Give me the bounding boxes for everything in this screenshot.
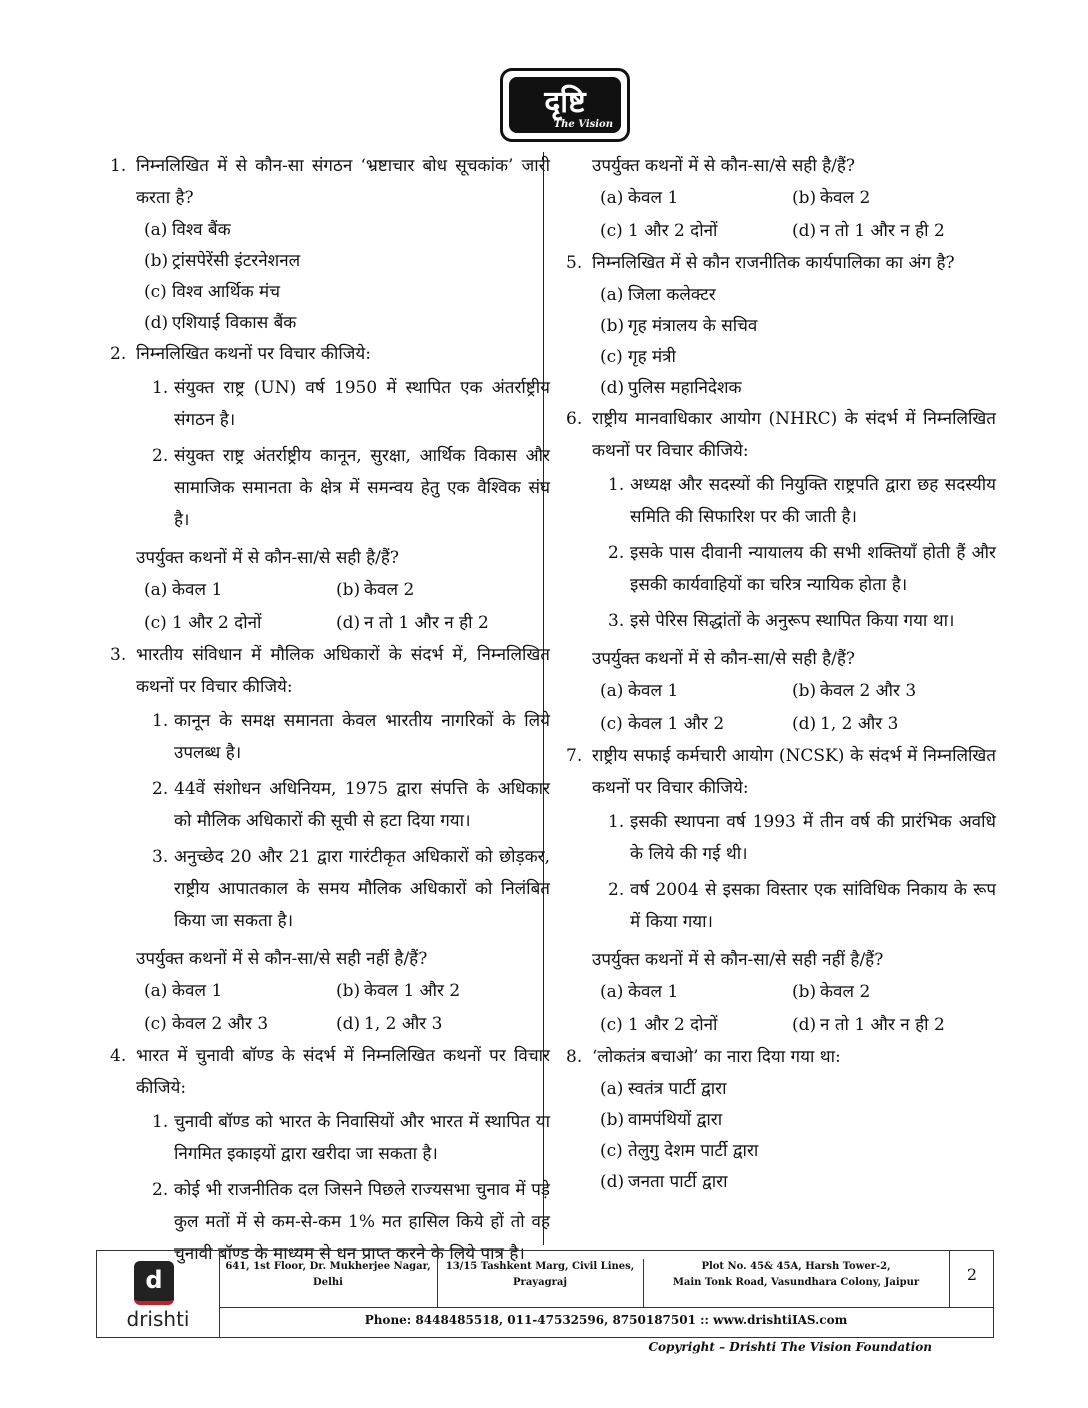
question-8 xyxy=(566,1041,996,1197)
option-b: (b) वामपंथियों द्वारा xyxy=(600,1109,723,1130)
contact-phone: Phone: 8448485518, 011-47532596, 8750187501 :: www.drishtiIAS.com xyxy=(364,1313,848,1327)
option-a: (a) केवल 1 xyxy=(144,580,223,600)
question-5 xyxy=(566,247,996,403)
option-c: (c) तेलुगु देशम पार्टी द्वारा xyxy=(600,1140,759,1161)
address-jaipur: Plot No. 45& 45A, Harsh Tower-2, Main Tonk Road, Vasundhara Colony, Jaipur xyxy=(672,1261,920,1288)
option-a: (a) केवल 1 xyxy=(600,188,679,208)
footer-logo xyxy=(97,1251,220,1337)
right-column xyxy=(566,150,996,1197)
question-2 xyxy=(110,338,550,639)
question-number: 5. xyxy=(566,253,583,273)
question-ask: उपर्युक्त कथनों में से कौन-सा/से सही है/हैं? xyxy=(592,649,856,669)
question-stem: ‘लोकतंत्र बचाओ’ का नारा दिया गया था: xyxy=(592,1047,841,1067)
statement-3: 3. इसे पेरिस सिद्धांतों के अनुरूप स्थापित किया गया था। xyxy=(608,611,955,631)
address-delhi: 641, 1st Floor, Dr. Mukherjee Nagar, Delhi xyxy=(219,1259,438,1307)
statement-2: 2. इसके पास दीवानी न्यायालय की सभी शक्तियाँ होती हैं और इसकी कार्यवाहियों का चरित्र न्यायिक होता है। xyxy=(608,543,996,595)
address-prayagraj: 13/15 Tashkent Marg, Civil Lines, Prayagraj xyxy=(437,1259,644,1307)
option-a: (a) केवल 1 xyxy=(600,681,679,701)
statement-2: 2. कोई भी राजनीतिक दल जिसने पिछले राज्यसभा चुनाव में पड़े कुल मतों में से कम-से-कम 1% मत हासिल किये हों तो वह चुनावी बॉण्ड के माध्यम से धन प्राप्त करने के लिये पात्र है। xyxy=(152,1180,550,1264)
option-a: (a) विश्व बैंक xyxy=(144,219,231,240)
question-1 xyxy=(110,150,550,338)
copyright-text: Copyright – Drishti The Vision Foundation xyxy=(648,1340,932,1354)
question-number: 3. xyxy=(110,645,127,665)
option-d: (d) न तो 1 और न ही 2 xyxy=(336,613,489,633)
drishti-d-icon: d xyxy=(134,1261,174,1305)
drishti-wordmark: drishti xyxy=(126,1307,190,1331)
question-number: 2. xyxy=(110,344,127,364)
logo-subtitle: The Vision xyxy=(553,119,613,130)
question-6 xyxy=(566,403,996,740)
option-a: (a) जिला कलेक्टर xyxy=(600,284,716,305)
statement-2: 2. 44वें संशोधन अधिनियम, 1975 द्वारा संपत्ति के अधिकार को मौलिक अधिकारों की सूची से हटा दिया गया। xyxy=(152,779,550,831)
statement-1: 1. कानून के समक्ष समानता केवल भारतीय नागरिकों के लिये उपलब्ध है। xyxy=(152,711,550,763)
option-c: (c) केवल 1 और 2 xyxy=(600,714,725,734)
option-d: (d) 1, 2 और 3 xyxy=(336,1014,443,1034)
option-d: (d) न तो 1 और न ही 2 xyxy=(792,1015,945,1035)
question-stem: निम्नलिखित में से कौन राजनीतिक कार्यपालिका का अंग है? xyxy=(592,253,955,273)
question-ask: उपर्युक्त कथनों में से कौन-सा/से सही है/हैं? xyxy=(136,548,400,568)
option-b: (b) केवल 2 xyxy=(792,982,871,1002)
option-d: (d) एशियाई विकास बैंक xyxy=(144,312,297,333)
statement-1: 1. इसकी स्थापना वर्ष 1993 में तीन वर्ष की प्रारंभिक अवधि के लिये की गई थी। xyxy=(608,812,996,864)
option-c: (c) 1 और 2 दोनों xyxy=(144,613,262,633)
statement-2: 2. संयुक्त राष्ट्र अंतर्राष्ट्रीय कानून, सुरक्षा, आर्थिक विकास और सामाजिक समानता के क्षेत्र में समन्वय हेतु एक वैश्विक संघ है। xyxy=(152,446,550,530)
option-a: (a) केवल 1 xyxy=(600,982,679,1002)
option-d: (d) पुलिस महानिदेशक xyxy=(600,377,742,398)
question-ask: उपर्युक्त कथनों में से कौन-सा/से सही नहीं है/हैं? xyxy=(592,950,884,970)
option-d: (d) 1, 2 और 3 xyxy=(792,714,899,734)
option-c: (c) 1 और 2 दोनों xyxy=(600,1015,718,1035)
option-d: (d) जनता पार्टी द्वारा xyxy=(600,1171,728,1192)
question-ask: उपर्युक्त कथनों में से कौन-सा/से सही है/हैं? xyxy=(592,156,856,176)
option-b: (b) गृह मंत्रालय के सचिव xyxy=(600,315,758,336)
question-number: 6. xyxy=(566,409,583,429)
page-number: 2 xyxy=(966,1265,978,1284)
statement-1: 1. संयुक्त राष्ट्र (UN) वर्ष 1950 में स्थापित एक अंतर्राष्ट्रीय संगठन है। xyxy=(152,378,550,430)
question-number: 7. xyxy=(566,746,583,766)
question-number: 4. xyxy=(110,1046,127,1066)
question-stem: भारत में चुनावी बॉण्ड के संदर्भ में निम्नलिखित कथनों पर विचार कीजिये: xyxy=(136,1046,550,1098)
footer-divider xyxy=(219,1307,993,1308)
statement-1: 1. अध्यक्ष और सदस्यों की नियुक्ति राष्ट्रपति द्वारा छह सदस्यीय समिति की सिफारिश पर की जाती है। xyxy=(608,475,996,527)
question-stem: निम्नलिखित में से कौन-सा संगठन ‘भ्रष्टाचार बोध सूचकांक’ जारी करता है? xyxy=(136,156,550,208)
option-c: (c) 1 और 2 दोनों xyxy=(600,221,718,241)
option-b: (b) केवल 2 और 3 xyxy=(792,681,917,701)
statement-2: 2. वर्ष 2004 से इसका विस्तार एक सांविधिक निकाय के रूप में किया गया। xyxy=(608,880,996,932)
question-stem: राष्ट्रीय सफाई कर्मचारी आयोग (NCSK) के संदर्भ में निम्नलिखित कथनों पर विचार कीजिये: xyxy=(592,746,996,798)
option-b: (b) केवल 1 और 2 xyxy=(336,981,461,1001)
footer xyxy=(96,1250,994,1338)
option-b: (b) ट्रांसपेरेंसी इंटरनेशनल xyxy=(144,250,301,271)
option-b: (b) केवल 2 xyxy=(336,580,415,600)
question-stem: राष्ट्रीय मानवाधिकार आयोग (NHRC) के संदर्भ में निम्नलिखित कथनों पर विचार कीजिये: xyxy=(592,409,996,461)
page-number-cell xyxy=(949,1251,994,1307)
option-a: (a) केवल 1 xyxy=(144,981,223,1001)
option-b: (b) केवल 2 xyxy=(792,188,871,208)
logo-text: दृष्टि xyxy=(544,85,586,120)
left-column xyxy=(110,150,550,1274)
option-c: (c) केवल 2 और 3 xyxy=(144,1014,269,1034)
question-stem: भारतीय संविधान में मौलिक अधिकारों के संदर्भ में, निम्नलिखित कथनों पर विचार कीजिये: xyxy=(136,645,550,697)
question-ask: उपर्युक्त कथनों में से कौन-सा/से सही नहीं है/हैं? xyxy=(136,949,428,969)
question-stem: निम्नलिखित कथनों पर विचार कीजिये: xyxy=(136,344,371,364)
option-c: (c) गृह मंत्री xyxy=(600,346,676,367)
question-4-continued xyxy=(566,150,996,247)
question-number: 8. xyxy=(566,1047,583,1067)
question-number: 1. xyxy=(110,156,127,176)
option-d: (d) न तो 1 और न ही 2 xyxy=(792,221,945,241)
question-4 xyxy=(110,1040,550,1270)
drishti-header-logo xyxy=(500,68,630,142)
option-c: (c) विश्व आर्थिक मंच xyxy=(144,281,280,302)
statement-1: 1. चुनावी बॉण्ड को भारत के निवासियों और भारत में स्थापित या निगमित इकाइयों द्वारा खरीदा जा सकता है। xyxy=(152,1112,550,1164)
question-7 xyxy=(566,740,996,1041)
statement-3: 3. अनुच्छेद 20 और 21 द्वारा गारंटीकृत अधिकारों को छोड़कर, राष्ट्रीय आपातकाल के समय मौलिक अधिकारों को निलंबित किया जा सकता है। xyxy=(152,847,550,931)
question-3 xyxy=(110,639,550,1040)
option-a: (a) स्वतंत्र पार्टी द्वारा xyxy=(600,1078,727,1099)
